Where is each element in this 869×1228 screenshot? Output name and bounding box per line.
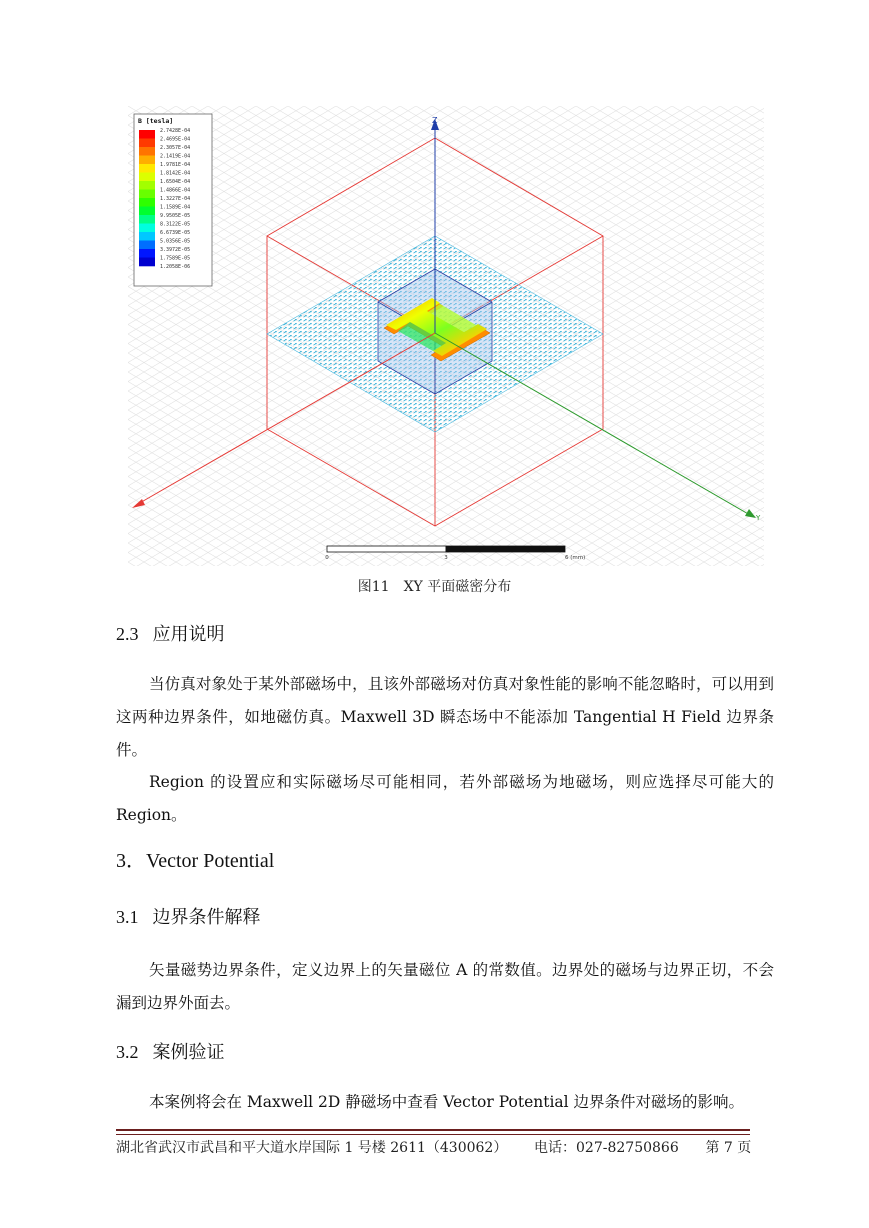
legend-value-label: 1.7589E-05 [160,255,191,262]
section-title: 边界条件解释 [152,907,261,928]
page-footer: 湖北省武汉市武昌和平大道水岸国际 1 号楼 2611（430062） 电话：027-82750866 第 7 页 [116,1140,752,1156]
legend-color-band [139,215,155,224]
scale-tick-0: 0 [325,555,329,561]
footer-rule-thin [116,1134,750,1135]
legend-color-band [139,156,155,165]
legend-color-band [139,190,155,199]
legend-value-label: 2.4695E-04 [160,136,191,143]
legend-value-label: 2.3057E-04 [160,145,191,151]
section-title: 案例验证 [152,1042,225,1063]
legend-color-band [139,207,155,216]
legend-value-label: 1.8142E-04 [160,170,191,177]
scale-tick-3: 3 [444,555,448,561]
legend-color-band [139,249,155,258]
legend-color-band [139,139,155,148]
section-3-1-heading [116,903,261,929]
y-axis-label: Y [756,514,761,522]
paragraph-application-2: Region 的设置应和实际磁场尽可能相同，若外部磁场为地磁场，则应选择尽可能大的 Region。 [116,773,774,824]
legend-value-label: 1.4866E-04 [160,187,191,194]
field-plot-figure [128,106,764,566]
field-plot-canvas [128,106,764,566]
legend-color-band [139,147,155,156]
legend-color-band [139,258,155,267]
legend-color-band [139,130,155,139]
legend-color-band [139,224,155,233]
paragraph-case-verification: 本案例将会在 Maxwell 2D 静磁场中查看 Vector Potential 边界条件对磁场的影响。 [149,1093,745,1111]
legend-value-label: 1.2058E-06 [160,264,191,270]
legend-value-label: 3.3972E-05 [160,247,191,253]
legend-value-label: 6.6739E-05 [160,230,191,236]
legend-color-band [139,232,155,241]
legend-value-label: 9.9505E-05 [160,213,191,219]
legend-color-band [139,181,155,190]
legend-color-band [139,164,155,173]
legend-value-label: 8.3122E-05 [160,221,191,228]
legend-value-label: 5.0356E-05 [160,238,191,245]
legend-title: B [tesla] [138,117,174,125]
footer-rule-thick [116,1129,750,1131]
legend-value-label: 1.1589E-04 [160,204,191,211]
section-3-heading: 3．Vector Potential [116,850,275,872]
paragraph-application-1: 当仿真对象处于某外部磁场中，且该外部磁场对仿真对象性能的影响不能忽略时，可以用到这两种边界条件，如地磁仿真。Maxwell 3D 瞬态场中不能添加 Tangential H Field 边界条件。 [116,675,774,759]
legend-value-label: 1.3227E-04 [160,196,191,202]
legend-value-label: 2.1419E-04 [160,153,191,160]
legend-value-label: 2.7428E-04 [160,128,191,134]
legend-value-label: 1.9781E-04 [160,162,191,168]
section-number: 2.3 [116,624,139,644]
section-number: 3.2 [116,1042,139,1062]
legend-color-band [139,241,155,250]
legend-value-label: 1.6504E-04 [160,179,191,185]
scale-tick-6: 6 (mm) [565,555,586,561]
section-3-2-heading [116,1038,225,1064]
figure-caption: 图11 XY 平面磁密分布 [357,579,512,595]
legend-color-band [139,173,155,182]
color-legend [134,114,212,286]
legend-color-band [139,198,155,207]
section-2-3-heading [116,620,225,646]
section-number: 3.1 [116,907,139,927]
z-axis-label: Z [432,116,438,125]
paragraph-boundary-explanation: 矢量磁势边界条件，定义边界上的矢量磁位 A 的常数值。边界处的磁场与边界正切，不会漏到边界外面去。 [116,961,774,1012]
section-title: 应用说明 [152,624,225,645]
